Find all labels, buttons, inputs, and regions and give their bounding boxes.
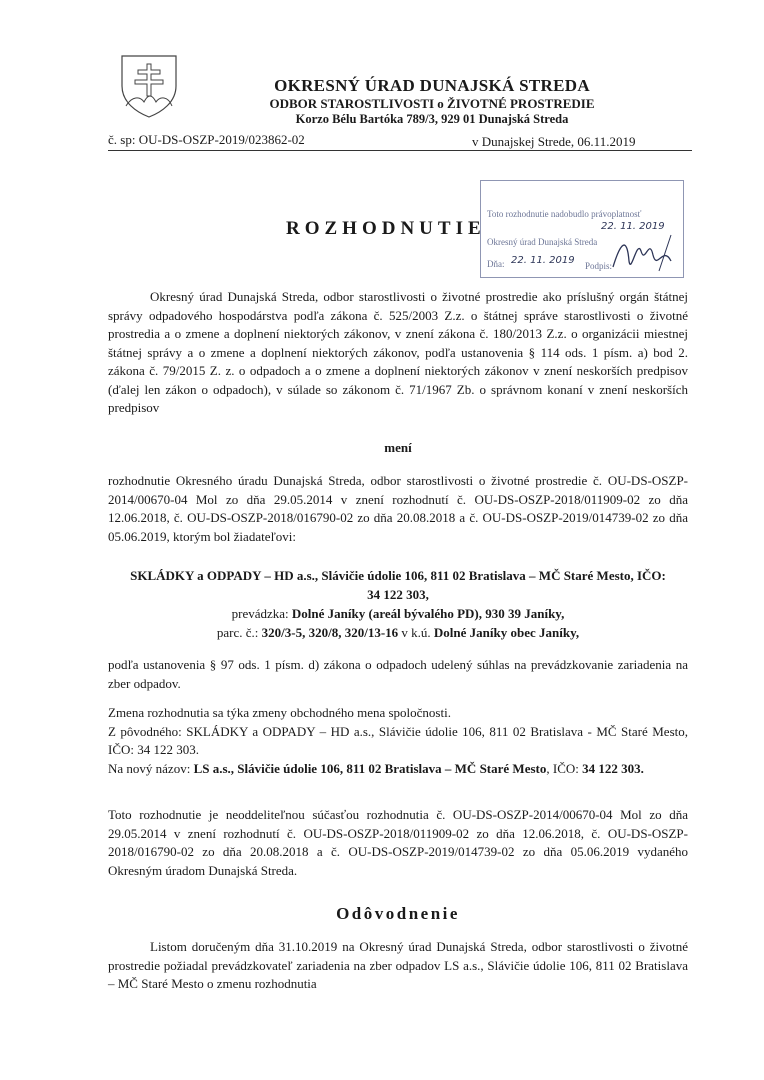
file-number: č. sp: OU-DS-OSZP-2019/023862-02 <box>108 132 305 147</box>
office-name: OKRESNÝ ÚRAD DUNAJSKÁ STREDA <box>274 76 590 95</box>
stamp-line-2: Okresný úrad Dunajská Streda <box>487 237 598 247</box>
stamp-handwritten-date: 22. 11. 2019 <box>601 221 665 232</box>
place-date: v Dunajskej Strede, 06.11.2019 <box>472 134 636 149</box>
change-new <box>108 760 688 779</box>
reasoning-title: Odôvodnenie <box>336 904 460 923</box>
office-address: Korzo Bélu Bartóka 789/3, 929 01 Dunajská Streda <box>295 112 569 126</box>
department-name: ODBOR STAROSTLIVOSTI o ŽIVOTNÉ PROSTREDIE <box>269 96 595 111</box>
operation-label: prevádzka: <box>231 606 292 621</box>
new-ico-value: 34 122 303. <box>582 760 644 776</box>
change-block <box>108 704 688 778</box>
ku-value: Dolné Janíky obec Janíky, <box>433 625 580 640</box>
change-line: Zmena rozhodnutia sa týka zmeny obchodného mena spoločnosti. <box>108 705 451 720</box>
new-name-value: LS a.s., Slávičie údolie 106, 811 02 Bratislava – MČ Staré Mesto <box>193 760 547 776</box>
decision-reference: rozhodnutie Okresného úradu Dunajská Streda, odbor starostlivosti o životné prostredie č. OU-DS-OSZP-2014/00670-04 Mol zo dňa 29.05.2014 v znení rozhodnutí č. OU-DS-OSZP-2018/011909-02 zo dňa 12.06.2018, č. OU-DS-OSZP-2018/016790-02 zo dňa 20.08.2018 a č. OU-DS-OSZP-2019/014739-02 zo dňa 05.06.2019, ktorým bol žiadateľovi: <box>108 473 688 544</box>
document-title: ROZHODNUTIE <box>286 218 486 239</box>
header-divider <box>108 150 692 151</box>
stamp-handwritten-date-2: 22. 11. 2019 <box>511 255 575 266</box>
stamp-line-1: Toto rozhodnutie nadobudlo právoplatnosť <box>487 209 642 219</box>
parcel-line <box>108 623 688 642</box>
operation-line <box>108 604 688 623</box>
stamp-date-label: Dňa: <box>487 259 505 269</box>
inseparable-paragraph: Toto rozhodnutie je neoddeliteľnou súčasťou rozhodnutia č. OU-DS-OSZP-2014/00670-04 Mol zo dňa 29.05.2014 v znení rozhodnutí č. OU-DS-OSZP-2018/011909-02 zo dňa 12.06.2018, č. OU-DS-OSZP-2018/016790-02 zo dňa 20.08.2018 a č. OU-DS-OSZP-2019/014739-02 zo dňa 05.06.2019 vydaného Okresným úradom Dunajská Streda. <box>108 807 688 878</box>
stamp-sign-label: Podpis: <box>585 261 613 271</box>
applicant-name: SKLÁDKY a ODPADY – HD a.s., Slávičie údolie 106, 811 02 Bratislava – MČ Staré Mesto, IČO: 34 122 303, <box>130 568 666 602</box>
legal-effect-stamp <box>480 180 684 278</box>
new-name-label: Na nový názov: <box>108 760 194 776</box>
verdict-word: mení <box>384 440 412 455</box>
parcel-value: 320/3-5, 320/8, 320/13-16 <box>261 625 399 640</box>
ku-label: v k.ú. <box>398 625 434 640</box>
reasoning-paragraph: Listom doručeným dňa 31.10.2019 na Okresný úrad Dunajská Streda, odbor starostlivosti o životné prostredie požiadal prevádzkovateľ zariadenia na zber odpadov LS a.s., Slávičie údolie 106, 811 02 Bratislava – MČ Staré Mesto o zmenu rozhodnutia <box>108 939 688 991</box>
operation-value: Dolné Janíky (areál bývalého PD), 930 39 Janíky, <box>291 606 565 621</box>
applicant-block <box>108 566 688 642</box>
change-original: Z pôvodného: SKLÁDKY a ODPADY – HD a.s., Slávičie údolie 106, 811 02 Bratislava - MČ Staré Mesto, IČO: 34 122 303. <box>108 723 688 757</box>
coat-of-arms-icon <box>114 50 184 120</box>
new-ico-label: , IČO: <box>546 760 583 776</box>
parcel-label: parc. č.: <box>216 625 262 640</box>
signature-icon <box>609 231 675 277</box>
intro-paragraph: Okresný úrad Dunajská Streda, odbor starostlivosti o životné prostredie ako príslušný orgán štátnej správy odpadového hospodárstva podľa zákona č. 525/2003 Z.z. o štátnej správe starostlivosti o životné prostredia a o zmene a doplnení niektorých zákonov, v znení zákona č. 180/2013 Z.z. o organizácii miestnej štátnej správy a o zmene a doplnení niektorých zákonov, podľa ustanovenia § 114 ods. 1 písm. a) bod 2. zákona č. 79/2015 Z. z. o odpadoch a o zmene a doplnení niektorých zákonov v znení neskorších predpisov (ďalej len zákon o odpadoch), v súlade so zákonom č. 71/1967 Zb. o správnom konaní v znení neskorších predpisov <box>108 289 688 415</box>
consent-paragraph: podľa ustanovenia § 97 ods. 1 písm. d) zákona o odpadoch udelený súhlas na prevádzkovanie zariadenia na zber odpadov. <box>108 657 688 691</box>
